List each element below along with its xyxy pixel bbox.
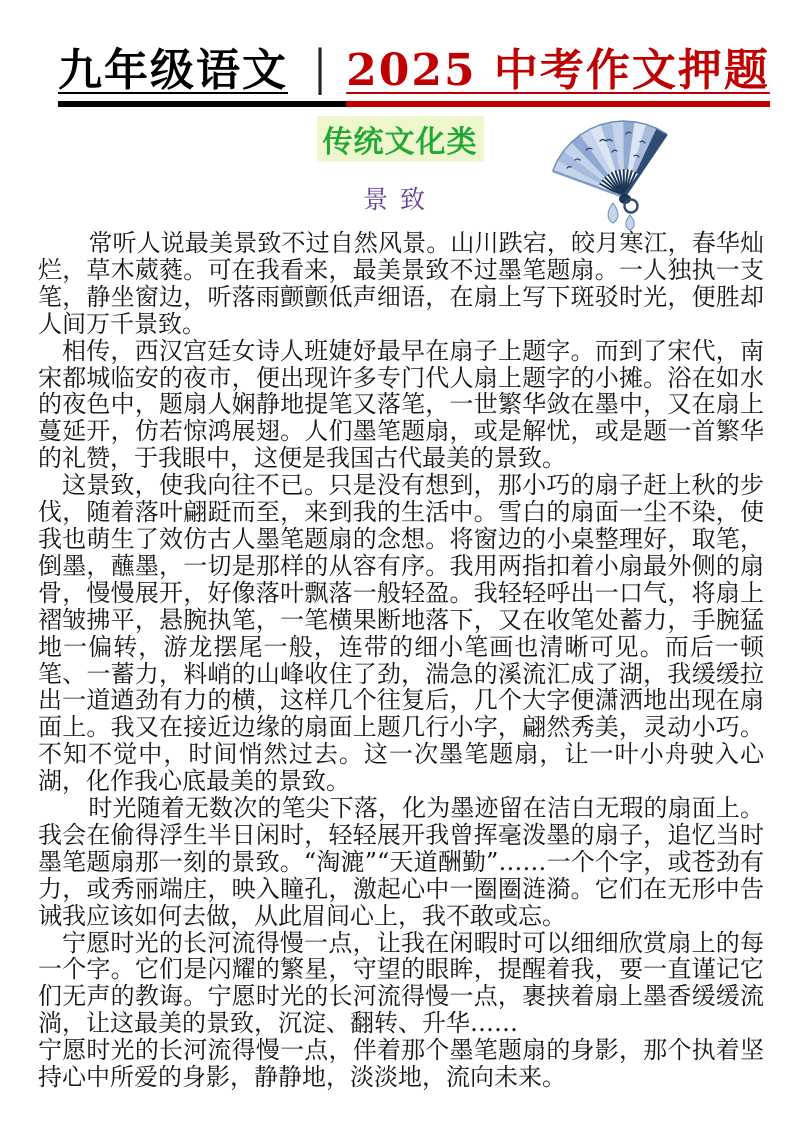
- category-badge: 传统文化类: [317, 116, 484, 162]
- essay-paragraph-6: 宁愿时光的长河流得慢一点，伴着那个墨笔题扇的身影，那个执着坚持心中所爱的身影，静静地，淡淡地，流向未来。: [38, 1036, 764, 1092]
- essay-paragraph-3: 这景致，使我向往不已。只是没有想到，那小巧的扇子赶上秋的步伐，随着落叶翩跹而至，来到我的生活中。雪白的扇面一尘不染，使我也萌生了效仿古人墨笔题扇的念想。将窗边的小桌整理好，取笔，倒墨，蘸墨，一切是那样的从容有序。我用两指扣着小扇最外侧的扇骨，慢慢展开，好像落叶飘落一般轻盈。我轻轻呼出一口气，将扇上褶皱拂平，悬腕执笔，一笔横果断地落下，又在收笔处蓄力，手腕猛地一偏转，游龙摆尾一般，连带的细小笔画也清晰可见。而后一顿笔、一蓄力，料峭的山峰收住了劲，湍急的溪流汇成了湖，我缓缓拉出一道遒劲有力的横，这样几个往复后，几个大字便潇洒地出现在扇面上。我又在接近边缘的扇面上题几行小字，翩然秀美，灵动小巧。不知不觉中，时间悄然过去。这一次墨笔题扇，让一叶小舟驶入心湖，化作我心底最美的景致。: [38, 471, 764, 796]
- header-title-line: [58, 34, 770, 107]
- course-title: 九年级语文: [58, 45, 288, 96]
- essay-paragraph-2: 相传，西汉宫廷女诗人班婕妤最早在扇子上题字。而到了宋代，南宋都城临安的夜市，便出现许多专门代人扇上题字的小摊。浴在如水的夜色中，题扇人娴静地提笔又落笔，一世繁华敛在墨中，又在扇上蔓延开，仿若惊鸿展翅。人们墨笔题扇，或是解忧，或是题一首繁华的礼赞，于我眼中，这便是我国古代最美的景致。: [38, 336, 764, 473]
- header-divider: │: [308, 49, 333, 95]
- essay-paragraph-1: 常听人说最美景致不过自然风景。山川跌宕，皎月寒江，春华灿烂，草木葳蕤。可在我看来，最美景致不过墨笔题扇。一人独执一支笔，静坐窗边，听落雨颤颤低声细语，在扇上写下斑驳时光，便胜却人间万千景致。: [38, 229, 764, 338]
- page-header: [58, 34, 770, 107]
- category-row: [0, 116, 800, 162]
- exam-topic-title: 2025 中考作文押题: [346, 45, 770, 96]
- essay-paragraph-5: 宁愿时光的长河流得慢一点，让我在闲暇时可以细细欣赏扇上的每一个字。它们是闪耀的繁星，守望的眼眸，提醒着我，要一直谨记它们无声的教诲。宁愿时光的长河流得慢一点，裹挟着扇上墨香缓缓流淌，让这最美的景致，沉淀、翻转、升华……: [38, 928, 764, 1038]
- essay-paragraph-4: 时光随着无数次的笔尖下落，化为墨迹留在洁白无瑕的扇面上。我会在偷得浮生半日闲时，轻轻展开我曾挥毫泼墨的扇子，追忆当时墨笔题扇那一刻的景致。“淘漉”“天道酬勤”……一个个字，或苍劲有力，或秀丽端庄，映入瞳孔，激起心中一圈圈涟漪。它们在无形中告诫我应该如何去做，从此眉间心上，我不敢或忘。: [38, 794, 764, 930]
- header-right-segment: [346, 34, 770, 107]
- header-left-segment: [58, 34, 346, 107]
- essay-title-row: [0, 180, 800, 216]
- essay-title: 景致: [362, 185, 437, 214]
- essay-body: [38, 230, 764, 1091]
